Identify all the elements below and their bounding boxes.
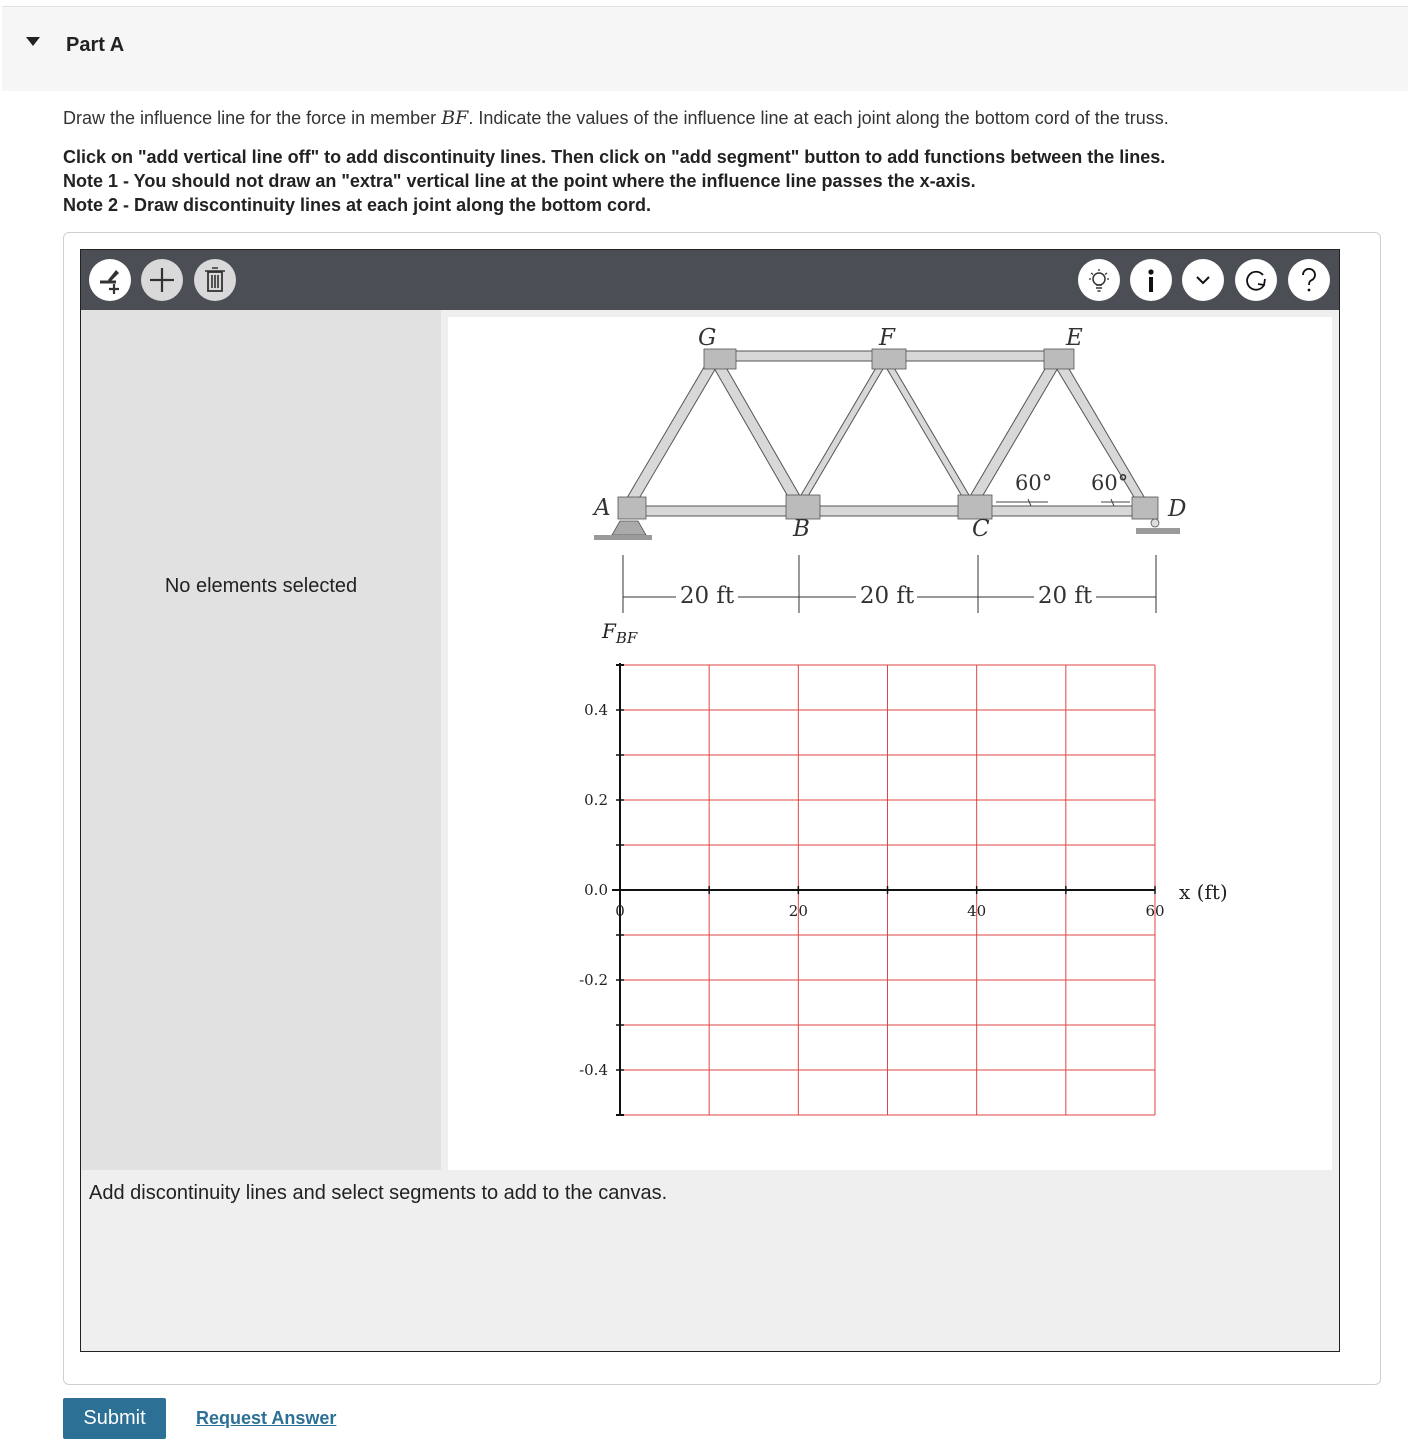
x-tick-label: 20 xyxy=(788,902,808,920)
member-FC xyxy=(880,357,976,507)
add-vertical-line-icon xyxy=(95,265,125,295)
info-icon xyxy=(1136,265,1166,295)
gusset-D xyxy=(1132,497,1158,519)
add-vertical-line-button[interactable] xyxy=(89,259,131,301)
angle-label-2: 60° xyxy=(1091,471,1129,495)
instruction-note-2: Note 2 - Draw discontinuity lines at each joint along the bottom cord. xyxy=(63,195,652,215)
support-A xyxy=(594,521,652,540)
no-selection-text: No elements selected xyxy=(164,575,358,597)
x-axis-label: x (ft) xyxy=(1179,880,1228,904)
bottom-chord xyxy=(623,506,1155,516)
joint-label-D: D xyxy=(1168,496,1187,522)
graphing-tool xyxy=(80,249,1340,1352)
drawing-canvas[interactable] xyxy=(448,317,1332,1170)
hint-lightbulb-icon xyxy=(1084,265,1114,295)
part-header[interactable] xyxy=(2,6,1408,91)
gusset-A xyxy=(618,497,646,519)
axes xyxy=(612,663,1155,1115)
part-title: Part A xyxy=(66,34,125,56)
properties-panel xyxy=(81,310,441,1170)
joint-label-A: A xyxy=(594,495,611,521)
span-label-CD: 20 ft xyxy=(1037,583,1093,609)
add-segment-button[interactable] xyxy=(141,259,183,301)
span-label-BC: 20 ft xyxy=(859,583,915,609)
truss-diagram xyxy=(592,325,1186,613)
question-prompt xyxy=(63,107,1169,129)
joint-label-G: G xyxy=(698,325,717,351)
member-BF xyxy=(794,357,890,507)
tool-toolbar xyxy=(81,250,1339,310)
truss-and-graph[interactable] xyxy=(448,317,1332,1170)
instruction-line-1: Click on "add vertical line off" to add discontinuity lines. Then click on "add segment" button to add functions between the lines. xyxy=(63,147,1166,167)
help-icon xyxy=(1294,265,1324,295)
add-segment-icon xyxy=(147,265,177,295)
angle-label-1: 60° xyxy=(1015,471,1053,495)
instruction-note-1: Note 1 - You should not draw an "extra" vertical line at the point where the influence line passes the x-axis. xyxy=(63,171,976,191)
gusset-F xyxy=(872,349,906,369)
span-label-AB: 20 ft xyxy=(679,583,735,609)
member-AG xyxy=(624,357,720,507)
delete-icon xyxy=(200,265,230,295)
status-message: Add discontinuity lines and select segments to add to the canvas. xyxy=(89,1182,668,1204)
x-tick-label: 60 xyxy=(1145,902,1165,920)
request-answer-link[interactable]: Request Answer xyxy=(196,1408,337,1428)
y-tick-label: 0.0 xyxy=(584,881,608,899)
reset-icon xyxy=(1241,265,1271,295)
collapse-caret-icon[interactable] xyxy=(26,37,40,46)
gusset-E xyxy=(1044,349,1074,369)
more-options-button[interactable] xyxy=(1182,259,1224,301)
y-tick-label: -0.4 xyxy=(579,1061,608,1079)
hint-button[interactable] xyxy=(1078,259,1120,301)
y-tick-label: 0.4 xyxy=(584,701,608,719)
member-name: BF xyxy=(441,107,469,129)
delete-button[interactable] xyxy=(194,259,236,301)
submit-button[interactable]: Submit xyxy=(63,1398,166,1439)
gusset-G xyxy=(704,349,736,369)
joint-label-F: F xyxy=(879,325,895,351)
y-tick-label: 0.2 xyxy=(584,791,608,809)
joint-label-E: E xyxy=(1066,325,1083,351)
y-axis-label: $F_{BF}$ xyxy=(602,619,638,647)
y-tick-label: -0.2 xyxy=(579,971,608,989)
x-tick-label: 0 xyxy=(615,902,625,920)
prompt-text-before: Draw the influence line for the force in member xyxy=(63,108,442,128)
influence-graph[interactable] xyxy=(579,619,1228,1115)
x-tick-label: 40 xyxy=(967,902,987,920)
joint-label-B: B xyxy=(793,516,810,542)
chevron-down-icon xyxy=(1188,265,1218,295)
prompt-text-after: . Indicate the values of the influence line at each joint along the bottom cord of the truss. xyxy=(468,108,1169,128)
reset-button[interactable] xyxy=(1235,259,1277,301)
help-button[interactable] xyxy=(1288,259,1330,301)
joint-label-C: C xyxy=(972,516,990,542)
member-GB xyxy=(710,357,804,507)
info-button[interactable] xyxy=(1130,259,1172,301)
